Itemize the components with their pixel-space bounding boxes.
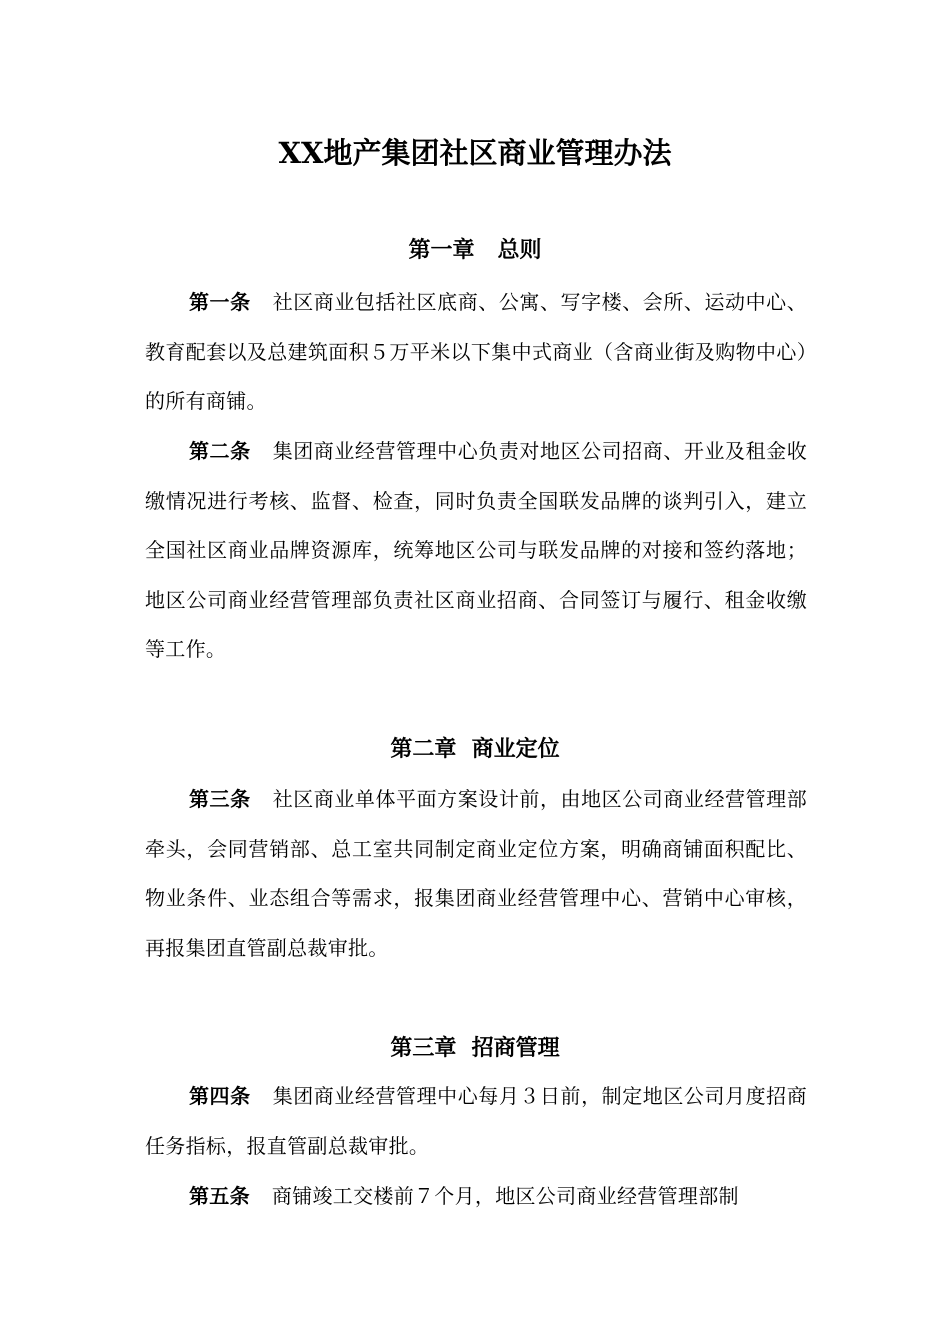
article-number: 第一条: [189, 290, 251, 314]
article-number: 第四条: [189, 1084, 251, 1108]
article-1: [145, 278, 807, 427]
article-4: [145, 1072, 807, 1171]
article-text: 商铺竣工交楼前７个月，地区公司商业经营管理部制: [271, 1184, 739, 1208]
article-number: 第五条: [189, 1184, 250, 1208]
article-text: 社区商业单体平面方案设计前，由地区公司商业经营管理部牵头，会同营销部、总工室共同制定商业定位方案，明确商铺面积配比、物业条件、业态组合等需求，报集团商业经营管理中心、营销中心审核，再报集团直管副总裁审批。: [145, 787, 807, 960]
article-2: [145, 427, 807, 675]
article-3: [145, 775, 807, 973]
article-number: 第三条: [189, 787, 251, 811]
chapter-heading-3: 第三章 招商管理: [390, 1035, 560, 1061]
document-title: XX地产集团社区商业管理办法: [278, 136, 672, 170]
article-text: 集团商业经营管理中心每月３日前，制定地区公司月度招商任务指标，报直管副总裁审批。: [145, 1084, 807, 1158]
article-text: 集团商业经营管理中心负责对地区公司招商、开业及租金收缴情况进行考核、监督、检查，同时负责全国联发品牌的谈判引入，建立全国社区商业品牌资源库，统筹地区公司与联发品牌的对接和签约落地；地区公司商业经营管理部负责社区商业招商、合同签订与履行、租金收缴等工作。: [145, 439, 807, 661]
article-5: [145, 1172, 807, 1222]
article-text: 社区商业包括社区底商、公寓、写字楼、会所、运动中心、教育配套以及总建筑面积５万平米以下集中式商业（含商业街及购物中心）的所有商铺。: [145, 290, 807, 413]
chapter-heading-2: 第二章 商业定位: [390, 736, 560, 762]
article-number: 第二条: [189, 439, 251, 463]
chapter-heading-1: 第一章 总则: [408, 237, 542, 263]
